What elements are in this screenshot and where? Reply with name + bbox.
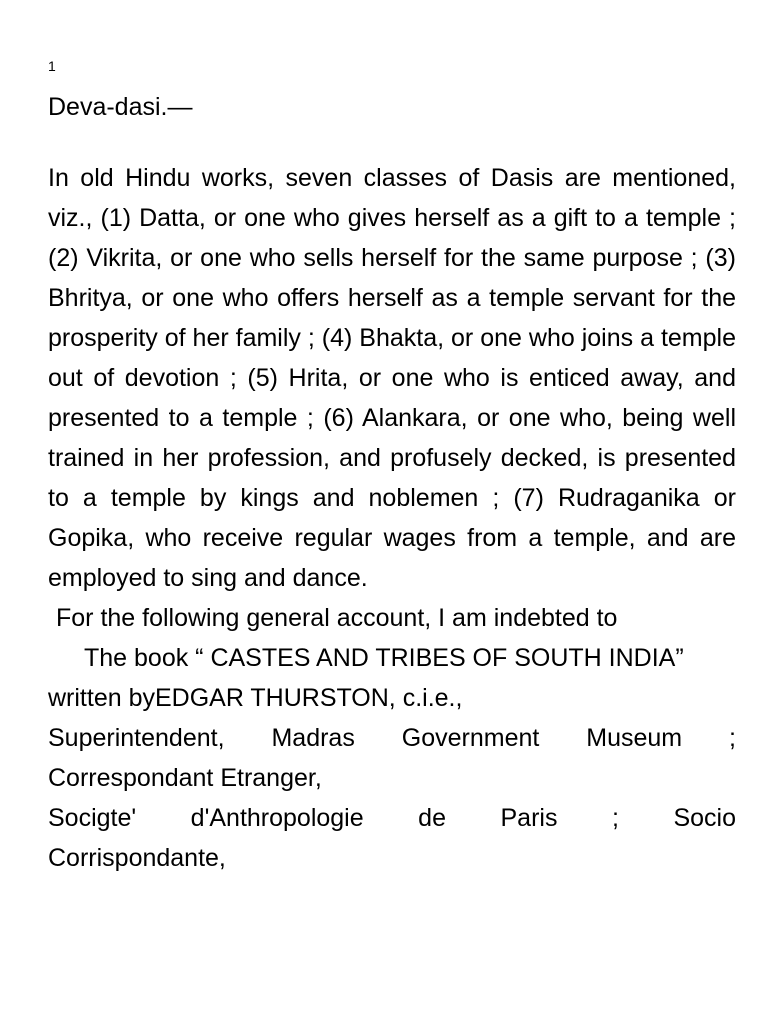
line-superintendent: Superintendent, Madras Government Museum ; [48,724,736,752]
document-page [48,54,736,878]
line-acknowledgement: For the following general account, I am indebted to [56,604,618,632]
line-book-title: The book “ CASTES AND TRIBES OF SOUTH INDIA” [84,644,684,672]
section-heading: Deva-dasi.— [48,93,193,121]
line-correspondant: Correspondant Etranger, [48,764,322,792]
line-corrispondante: Corrispondante, [48,844,226,872]
page-number: 1 [48,58,56,74]
line-author: written byEDGAR THURSTON, c.i.e., [48,684,463,712]
line-societe: Socigte' d'Anthropologie de Paris ; Socio [48,804,736,832]
paragraph-dasi-classes: In old Hindu works, seven classes of Dasis are mentioned, viz., (1) Datta, or one who gives herself as a gift to a temple ; (2) Vikrita, or one who sells herself for the same purpose ; (3) Bhritya, or one who offers herself as a temple servant for the prosperity of her family ; (4) Bhakta, or one who joins a temple out of devotion ; (5) Hrita, or one who is enticed away, and presented to a temple ; (6) Alankara, or one who, being well trained in her profession, and profusely decked, is presented to a temple by kings and noblemen ; (7) Rudraganika or Gopika, who receive regular wages from a temple, and are employed to sing and dance. [48,164,736,592]
